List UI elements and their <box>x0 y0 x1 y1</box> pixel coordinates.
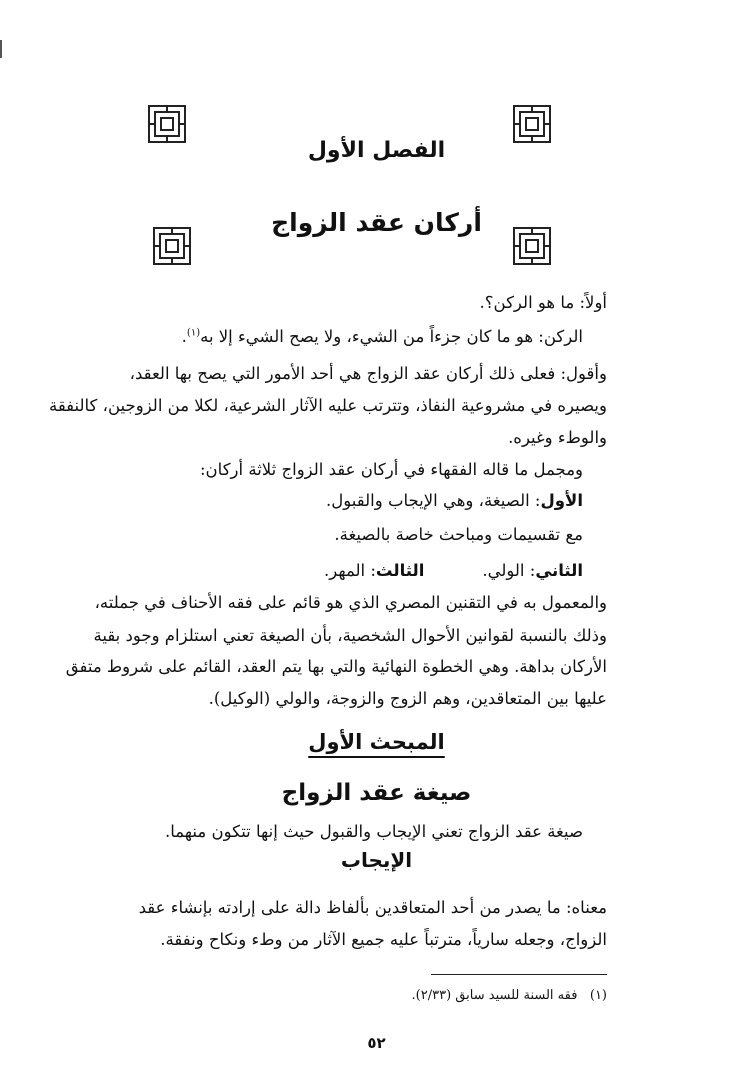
footnote-ref: (١) <box>186 327 201 339</box>
body-line: وأقول: فعلى ذلك أركان عقد الزواج هي أحد الأمور التي يصح بها العقد، <box>129 364 607 383</box>
body-line: والمعمول به في التقنين المصري الذي هو قائم على فقه الأحناف في جملته، <box>94 593 607 612</box>
body-line: أولاً: ما هو الركن؟. <box>479 293 607 312</box>
body-line: الأركان بداهة. وهي الخطوة النهائية والتي بها يتم العقد، القائم على شروط متفق <box>65 657 607 676</box>
body-line: وذلك بالنسبة لقوانين الأحوال الشخصية، بأن الصيغة تعني استلزام وجود بقية <box>93 626 607 645</box>
page-number: ٥٢ <box>367 1034 386 1052</box>
pillar-second-third: الثاني: الولي.الثالث: المهر. <box>323 561 583 580</box>
subsection-title: المبحث الأول <box>308 730 445 754</box>
section-title: أركان عقد الزواج <box>271 208 482 237</box>
offer-title: الإيجاب <box>340 848 413 872</box>
pillar-note: مع تقسيمات ومباحث خاصة بالصيغة. <box>334 525 583 544</box>
footnote: (١) فقه السنة للسيد سابق (٢/٣٣). <box>411 988 607 1003</box>
body-line: الركن: هو ما كان جزءاً من الشيء، ولا يصح الشيء إلا به$^{(١)}$. <box>181 327 583 346</box>
body-line: والوطء وغيره. <box>508 428 607 447</box>
body-line: صيغة عقد الزواج تعني الإيجاب والقبول حيث إنها تتكون منهما. <box>164 822 583 841</box>
body-line: ويصيره في مشروعية النفاذ، وتترتب عليه الآثار الشرعية، لكلا من الزوجين، كالنفقة <box>48 396 607 415</box>
body-line: عليها بين المتعاقدين، وهم الزوج والزوجة، والولي (الوكيل). <box>208 689 607 708</box>
chapter-title: الفصل الأول <box>307 138 446 163</box>
form-title: صيغة عقد الزواج <box>281 780 472 806</box>
pillar-first: الأول: الصيغة، وهي الإيجاب والقبول. <box>326 491 583 510</box>
body-line: الزواج، وجعله سارياً، مترتباً عليه جميع الآثار من وطء ونكاح ونفقة. <box>160 930 607 949</box>
body-line: ومجمل ما قاله الفقهاء في أركان عقد الزواج ثلاثة أركان: <box>200 460 583 479</box>
margin-mark <box>0 40 2 58</box>
body-line: معناه: ما يصدر من أحد المتعاقدين بألفاظ دالة على إرادته بإنشاء عقد <box>138 898 607 917</box>
footnote-divider <box>431 974 607 975</box>
